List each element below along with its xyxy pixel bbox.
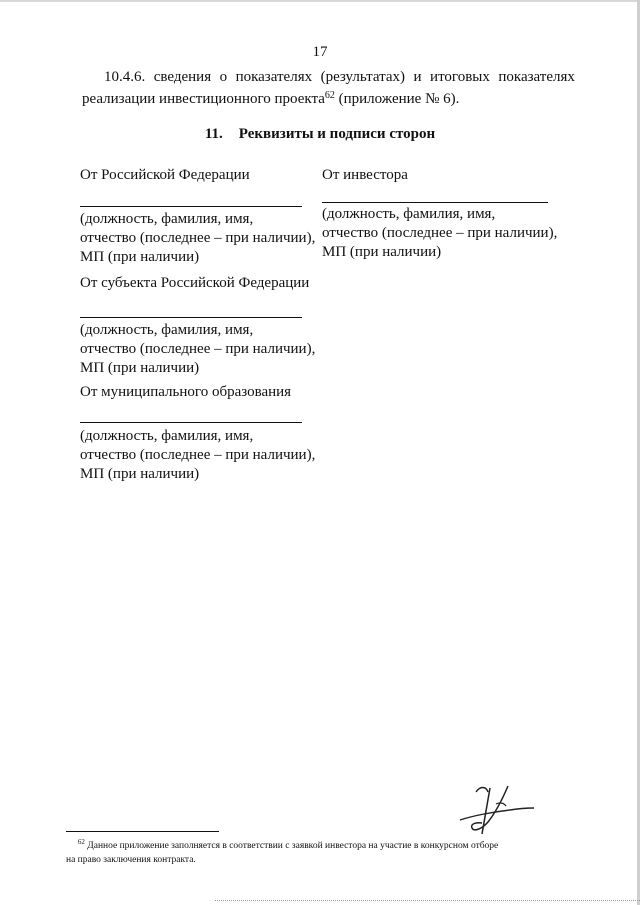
details-line: МП (при наличии)	[322, 244, 442, 260]
signatory-details	[322, 205, 557, 262]
page-top-edge	[0, 0, 640, 2]
signatory-details	[80, 321, 315, 378]
party-investor	[322, 166, 557, 262]
page-bottom-edge	[215, 900, 640, 905]
signature-line	[322, 202, 548, 203]
details-line: отчество (последнее – при наличии),	[322, 225, 558, 241]
clause-word: показателях	[498, 69, 575, 85]
clause-word: показателях	[235, 69, 313, 85]
party-label: От муниципального образования	[80, 384, 292, 400]
clause-line2-text: реализации инвестиционного проекта	[82, 91, 325, 107]
section-title: Реквизиты и подписи сторон	[238, 126, 436, 142]
clause-word: итоговых	[430, 69, 490, 85]
footnote-text: Данное приложение заполняется в соответствии с заявкой инвестора на участие в конкурсном отборе	[87, 841, 499, 851]
signatory-details	[80, 210, 315, 267]
details-line: отчество (последнее – при наличии),	[80, 447, 316, 463]
clause-10-4-6	[82, 66, 575, 110]
footnote-line	[66, 839, 586, 853]
details-line: (должность, фамилия, имя,	[80, 211, 254, 227]
clause-line-2	[82, 88, 575, 110]
details-line: МП (при наличии)	[80, 466, 200, 482]
footnote-number: 62	[77, 838, 85, 846]
details-line: отчество (последнее – при наличии),	[80, 341, 316, 357]
party-russian-federation	[80, 166, 315, 267]
clause-line-1	[82, 66, 575, 88]
details-line: (должность, фамилия, имя,	[80, 428, 254, 444]
clause-word: и	[413, 69, 422, 85]
party-label: От инвестора	[322, 167, 408, 183]
clause-word: (результатах)	[320, 69, 406, 85]
footnote-separator	[66, 831, 219, 832]
clause-word: о	[219, 69, 228, 85]
signature-line	[80, 317, 302, 318]
clause-number: 10.4.6.	[104, 69, 146, 85]
party-municipality	[80, 383, 315, 484]
section-number: 11.	[204, 126, 223, 142]
page-number: 17	[312, 44, 328, 60]
party-label: От субъекта Российской Федерации	[80, 275, 310, 291]
footnote	[66, 839, 586, 867]
party-federal-subject	[80, 274, 315, 378]
details-line: отчество (последнее – при наличии),	[80, 230, 316, 246]
handwritten-signature	[452, 782, 542, 840]
clause-word: сведения	[153, 69, 212, 85]
details-line: (должность, фамилия, имя,	[322, 206, 496, 222]
footnote-line: на право заключения контракта.	[66, 855, 196, 865]
party-label: От Российской Федерации	[80, 167, 250, 183]
details-line: МП (при наличии)	[80, 360, 200, 376]
clause-line2-tail: (приложение № 6).	[334, 91, 460, 107]
details-line: (должность, фамилия, имя,	[80, 322, 254, 338]
footnote-reference[interactable]: 62	[324, 90, 335, 101]
section-heading	[0, 126, 640, 143]
details-line: МП (при наличии)	[80, 249, 200, 265]
signatory-details	[80, 427, 315, 484]
signature-line	[80, 206, 302, 207]
signature-line	[80, 422, 302, 423]
